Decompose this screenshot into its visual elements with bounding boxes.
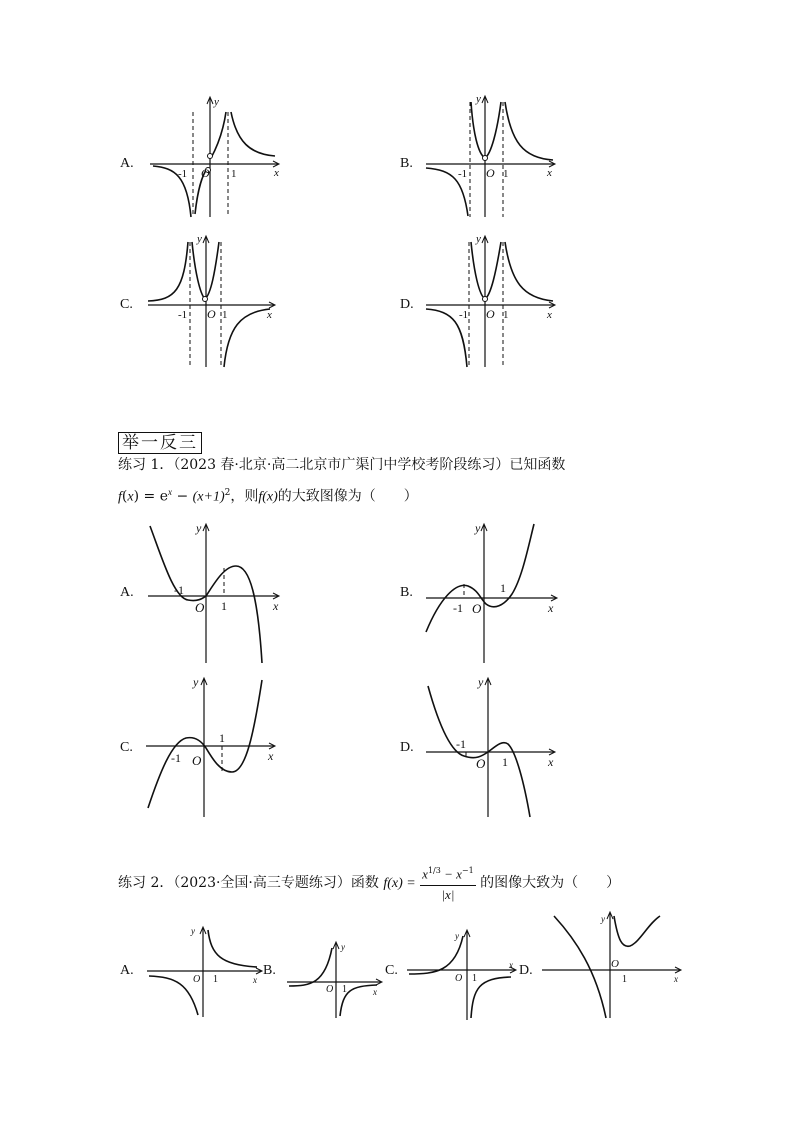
- ex1-option-b-label: B.: [400, 585, 413, 600]
- tick-neg-one: -1: [178, 309, 188, 321]
- ex1-option-d-label: D.: [400, 740, 414, 755]
- y-axis-label: y: [214, 96, 219, 108]
- origin-label: O: [195, 600, 205, 615]
- exercise2-prompt-line: [118, 860, 620, 906]
- ex2-option-c-label: C.: [385, 963, 398, 978]
- origin-label: O: [486, 307, 495, 321]
- exercise1-prompt: 练习 1．（2023 春·北京·高二北京市广渠门中学校考阶段练习）已知函数: [118, 457, 566, 473]
- exercise2-suffix: 的图像大致为（ ）: [480, 875, 621, 891]
- origin-label: O: [611, 958, 619, 970]
- y-axis-label: y: [476, 93, 481, 105]
- num-rest-exp: −1: [461, 866, 474, 876]
- origin-label: O: [455, 973, 463, 984]
- curve-right-branch: [505, 242, 553, 301]
- y-axis-label: y: [601, 914, 605, 924]
- ex1-option-b-graph: [420, 518, 570, 668]
- tick-neg-one: -1: [178, 168, 188, 180]
- y-axis-label: y: [191, 926, 195, 936]
- tick-one: 1: [222, 309, 228, 321]
- origin-label: O: [201, 166, 210, 180]
- exercise1-formula-line: [118, 483, 418, 507]
- tick-neg-one: -1: [458, 168, 468, 180]
- curve-right-branch: [231, 112, 275, 156]
- section-heading: 举一反三: [118, 432, 202, 454]
- ex2-option-b-label: B.: [263, 963, 276, 978]
- y-axis-label: y: [193, 675, 199, 689]
- ex2-option-d-graph: [540, 910, 685, 1022]
- origin-label: O: [326, 984, 334, 995]
- curve: [148, 680, 262, 808]
- curve-right-branch: [224, 309, 270, 367]
- origin-label: O: [192, 753, 202, 768]
- y-axis-label: y: [478, 675, 484, 689]
- curve-left-branch: [409, 936, 463, 974]
- num-exp-num: 1: [427, 866, 434, 876]
- y-axis-label: y: [196, 521, 202, 535]
- ex2-option-c-graph: [405, 928, 520, 1023]
- curve-right-branch: [505, 102, 553, 160]
- y-axis-label: y: [476, 233, 481, 245]
- top-option-a-label: A.: [120, 156, 134, 171]
- curve-right-branch: [614, 916, 660, 946]
- top-option-c-label: C.: [120, 297, 133, 312]
- x-axis-label: x: [548, 601, 554, 615]
- fraction-numerator: $x^{1/3} - x^{-1}$: [420, 862, 476, 885]
- curve-middle-u: [471, 102, 501, 158]
- y-axis-label: y: [197, 233, 202, 245]
- paren: (: [121, 488, 128, 505]
- tick-one: 1: [503, 168, 509, 180]
- suffix-1: ，则: [230, 488, 259, 505]
- tick-one: 1: [221, 599, 227, 613]
- curve-left-branch: [289, 948, 332, 986]
- origin-label: O: [207, 307, 216, 321]
- y-axis-label: y: [341, 942, 345, 952]
- open-point: [483, 297, 488, 302]
- open-point: [208, 154, 213, 159]
- formula-e: e: [159, 488, 168, 505]
- formula-bracket: (x+1): [192, 489, 225, 505]
- num-exp-den: 3: [435, 866, 441, 876]
- tick-neg-one: -1: [453, 601, 463, 615]
- y-axis-label: y: [455, 931, 459, 941]
- x-axis-label: x: [547, 167, 552, 179]
- top-option-b-graph: [423, 92, 563, 222]
- tick-one: 1: [503, 309, 509, 321]
- x-axis-label: x: [509, 960, 513, 970]
- ex2-option-d-label: D.: [519, 963, 533, 978]
- tick-one: 1: [342, 984, 347, 995]
- curve-right-branch: [471, 977, 511, 1018]
- ex1-option-a-graph: [140, 518, 290, 668]
- tick-neg-one: -1: [171, 751, 181, 765]
- fraction-denominator: |x|: [441, 886, 455, 902]
- curve-left-branch: [149, 974, 201, 1015]
- formula-e-exp: x: [167, 487, 172, 497]
- tick-one: 1: [213, 974, 218, 985]
- top-option-b-label: B.: [400, 156, 413, 171]
- tick-one: 1: [500, 581, 506, 595]
- curve-left-branch: [148, 242, 188, 301]
- x-axis-label: x: [373, 987, 377, 997]
- tick-neg-one: -1: [459, 309, 469, 321]
- y-axis-label: y: [475, 521, 481, 535]
- suffix-fx: f(x): [258, 489, 278, 505]
- ex1-option-c-graph: [140, 672, 290, 822]
- ex2-option-a-label: A.: [120, 963, 134, 978]
- ex1-option-c-label: C.: [120, 740, 133, 755]
- tick-one: 1: [231, 168, 237, 180]
- tick-neg-one: -1: [456, 737, 466, 751]
- tick-one: 1: [622, 974, 627, 985]
- tick-one: 1: [502, 755, 508, 769]
- ex1-option-a-label: A.: [120, 585, 134, 600]
- ex2-option-b-graph: [285, 940, 385, 1020]
- curve-left-branch: [554, 916, 606, 1018]
- tick-one: 1: [472, 973, 477, 984]
- top-option-d-graph: [423, 232, 563, 372]
- open-point: [483, 156, 488, 161]
- formula-pow: 2: [224, 488, 231, 498]
- exercise2-prefix: 练习 2．（2023·全国·高三专题练习）函数: [118, 875, 379, 891]
- x-axis-label: x: [268, 749, 274, 763]
- formula-minus: −: [176, 488, 189, 505]
- x-axis-label: x: [548, 755, 554, 769]
- formula-f: f: [118, 489, 122, 505]
- origin-label: O: [486, 166, 495, 180]
- origin-label: O: [472, 601, 482, 616]
- x-axis-label: x: [674, 974, 678, 984]
- formula-x: x: [127, 489, 134, 505]
- x-axis-label: x: [267, 309, 272, 321]
- open-point: [203, 297, 208, 302]
- origin-label: O: [193, 974, 201, 985]
- formula-eq: =: [143, 488, 156, 505]
- x-axis-label: x: [274, 167, 279, 179]
- formula-lhs: f(x) =: [383, 876, 416, 891]
- x-axis-label: x: [253, 975, 257, 985]
- top-option-c-graph: [145, 232, 285, 372]
- curve-right-branch: [208, 930, 257, 967]
- x-axis-label: x: [547, 309, 552, 321]
- num-base: x: [422, 866, 428, 882]
- x-axis-label: x: [273, 599, 279, 613]
- tick-one: 1: [219, 731, 225, 745]
- suffix-2: 的大致图像为（ ）: [277, 488, 418, 505]
- top-option-d-label: D.: [400, 297, 414, 312]
- num-rest: − x: [440, 866, 462, 882]
- curve-middle-u: [471, 242, 501, 299]
- formula-fraction: [420, 862, 476, 903]
- tick-neg-one: -1: [174, 583, 184, 597]
- origin-label: O: [476, 756, 486, 771]
- paren: ): [133, 488, 140, 505]
- ex2-option-a-graph: [145, 925, 265, 1020]
- curve-middle-upper: [211, 112, 226, 158]
- ex1-option-d-graph: [420, 672, 570, 822]
- top-option-a-graph: [145, 92, 285, 222]
